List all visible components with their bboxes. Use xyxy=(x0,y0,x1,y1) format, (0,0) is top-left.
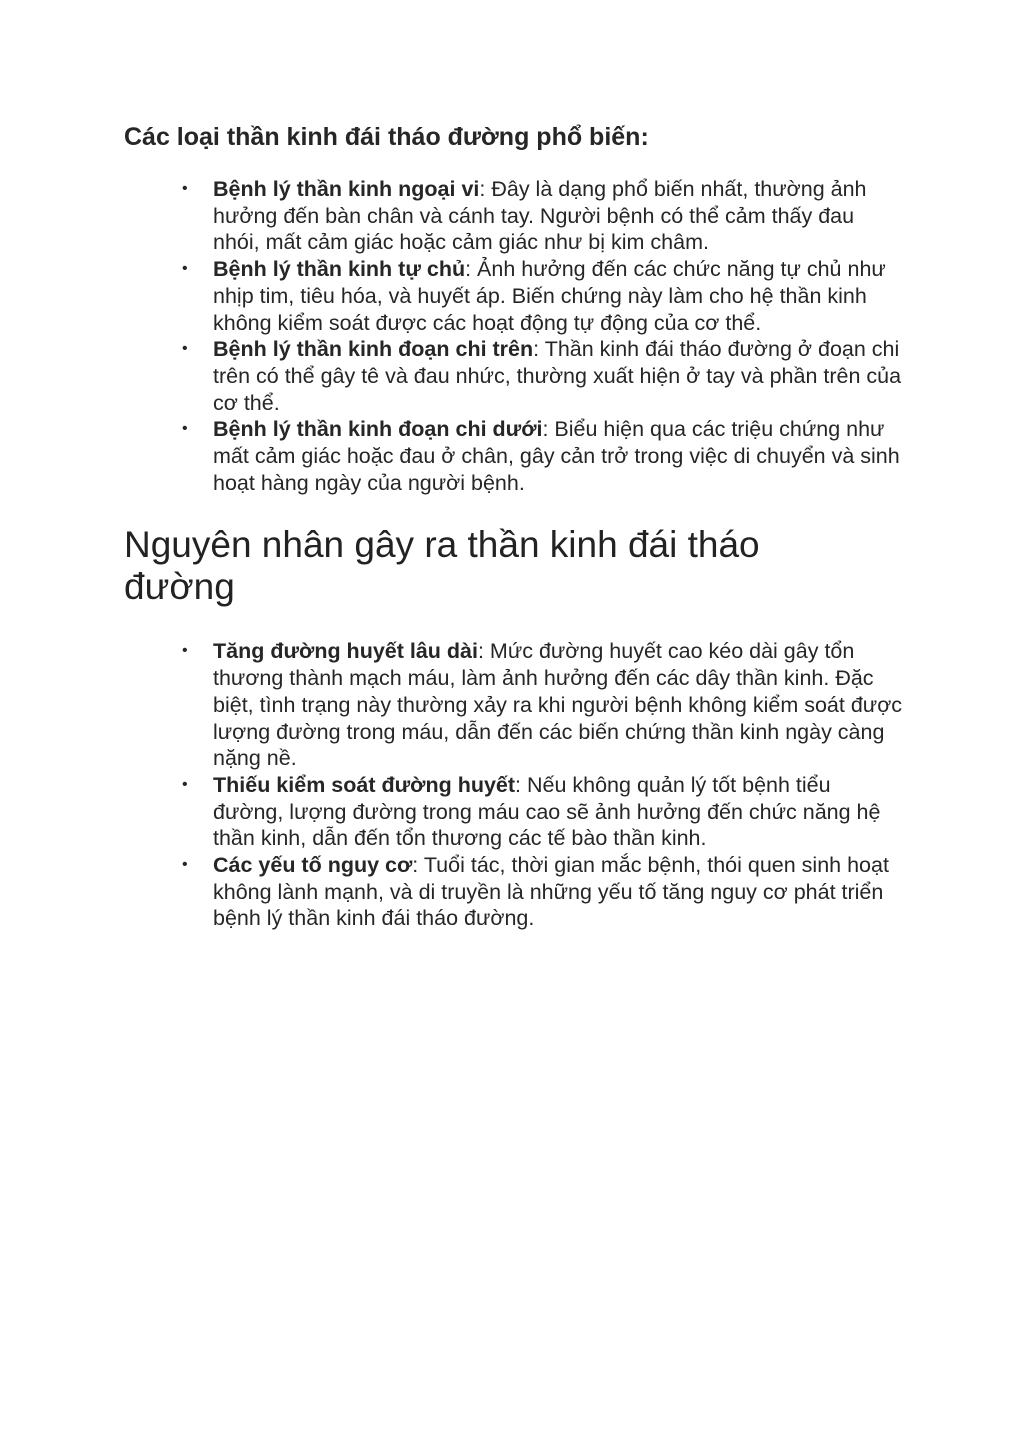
bullet-icon: • xyxy=(182,856,188,874)
list-item-term: Bệnh lý thần kinh đoạn chi dưới xyxy=(213,417,543,442)
list-item xyxy=(182,336,903,416)
list-item-term: Bệnh lý thần kinh tự chủ xyxy=(213,257,466,282)
document-page xyxy=(124,120,904,932)
list-item-term: Bệnh lý thần kinh ngoại vi xyxy=(213,177,480,201)
bullet-icon: • xyxy=(182,260,188,278)
list-item xyxy=(182,638,903,772)
types-list xyxy=(124,176,904,496)
list-item-text: : Thần kinh đái tháo đường ở đoạn chi trên có thể gây tê và đau nhức, thường xuất hiện ở tay và phần trên của cơ thể. xyxy=(213,337,902,415)
section-heading-types: Các loại thần kinh đái tháo đường phổ biến: xyxy=(124,123,649,151)
list-item-text: : Biểu hiện qua các triệu chứng như mất cảm giác hoặc đau ở chân, gây cản trở trong việc di chuyển và sinh hoạt hàng ngày của người bệnh. xyxy=(213,417,900,495)
list-item-term: Các yếu tố nguy cơ xyxy=(213,853,413,878)
section-heading-causes: Nguyên nhân gây ra thần kinh đái tháo đường xyxy=(124,524,760,608)
list-item-text: : Nếu không quản lý tốt bệnh tiểu đường, lượng đường trong máu cao sẽ ảnh hưởng đến chức năng hệ thần kinh, dẫn đến tổn thương các tế bào thần kinh. xyxy=(213,772,881,851)
list-item xyxy=(182,256,903,336)
list-item-text: : Đây là dạng phổ biến nhất, thường ảnh hưởng đến bàn chân và cánh tay. Người bệnh có thể cảm thấy đau nhói, mất cảm giác hoặc cảm giác như bị kim châm. xyxy=(213,177,867,255)
list-item xyxy=(182,176,903,256)
list-item-text: : Mức đường huyết cao kéo dài gây tổn thương thành mạch máu, làm ảnh hưởng đến các dây thần kinh. Đặc biệt, tình trạng này thường xảy ra khi người bệnh không kiểm soát được lượng đường trong máu, dẫn đến các biến chứng thần kinh ngày càng nặng nề. xyxy=(213,639,903,771)
causes-list xyxy=(124,638,904,932)
list-item-term: Tăng đường huyết lâu dài xyxy=(213,639,478,664)
list-item-term: Bệnh lý thần kinh đoạn chi trên xyxy=(213,337,534,362)
list-item-text: : Ảnh hưởng đến các chức năng tự chủ như nhịp tim, tiêu hóa, và huyết áp. Biến chứng này làm cho hệ thần kinh không kiểm soát được các hoạt động tự động của cơ thể. xyxy=(213,257,886,335)
list-item xyxy=(182,416,903,496)
bullet-icon: • xyxy=(182,180,188,197)
list-item-text: : Tuổi tác, thời gian mắc bệnh, thói quen sinh hoạt không lành mạnh, và di truyền là những yếu tố tăng nguy cơ phát triển bệnh lý thần kinh đái tháo đường. xyxy=(213,853,889,931)
list-item-term: Thiếu kiểm soát đường huyết xyxy=(213,772,516,797)
bullet-icon: • xyxy=(182,775,188,793)
bullet-icon: • xyxy=(182,420,188,438)
list-item xyxy=(182,772,903,852)
bullet-icon: • xyxy=(182,642,188,660)
bullet-icon: • xyxy=(182,340,188,358)
list-item xyxy=(182,852,903,932)
